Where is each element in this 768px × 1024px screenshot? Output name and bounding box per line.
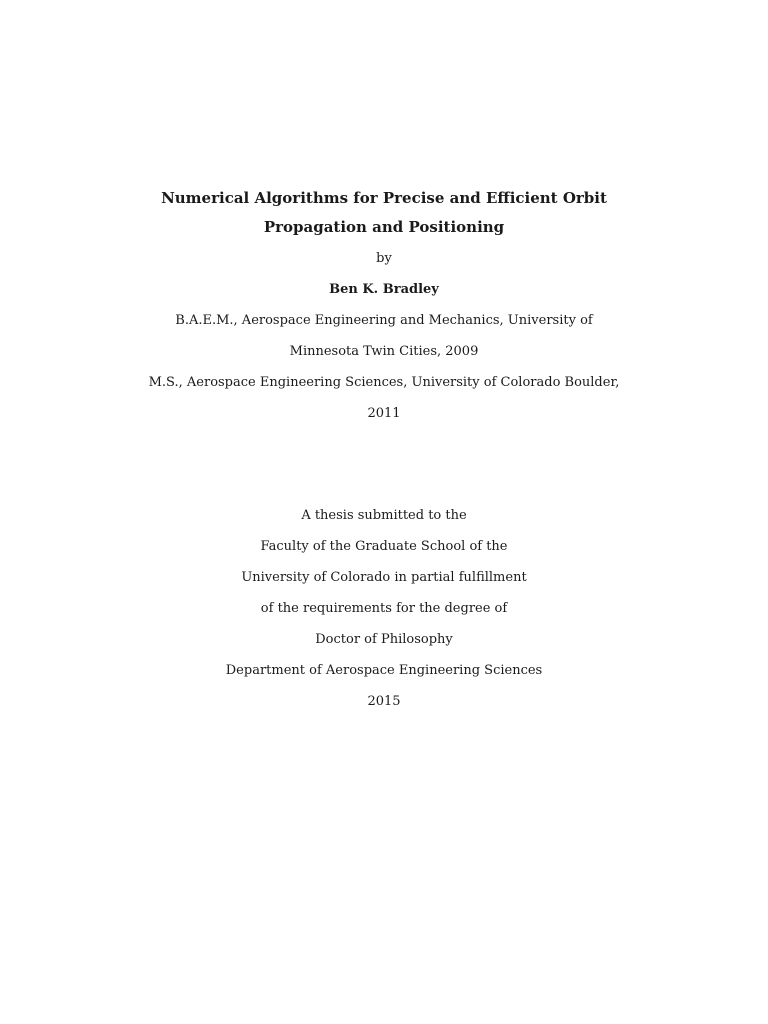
bachelor-degree-line-1: B.A.E.M., Aerospace Engineering and Mechanics, University of (175, 313, 593, 328)
thesis-title-line-1: Numerical Algorithms for Precise and Efficient Orbit (161, 189, 607, 207)
submission-line-3: University of Colorado in partial fulfillment (241, 570, 527, 585)
department-name: Department of Aerospace Engineering Sciences (225, 663, 543, 678)
by-label: by (376, 251, 392, 266)
submission-line-2: Faculty of the Graduate School of the (260, 539, 508, 554)
submission-year: 2015 (367, 694, 401, 709)
thesis-title-line-2: Propagation and Positioning (263, 218, 505, 236)
submission-line-4: of the requirements for the degree of (260, 601, 508, 616)
master-degree-line-2: 2011 (367, 406, 401, 421)
bachelor-degree-line-2: Minnesota Twin Cities, 2009 (289, 344, 479, 359)
submission-line-1: A thesis submitted to the (301, 508, 467, 523)
author-name: Ben K. Bradley (329, 282, 439, 297)
degree-name: Doctor of Philosophy (315, 632, 453, 647)
master-degree-line-1: M.S., Aerospace Engineering Sciences, University of Colorado Boulder, (148, 375, 620, 390)
